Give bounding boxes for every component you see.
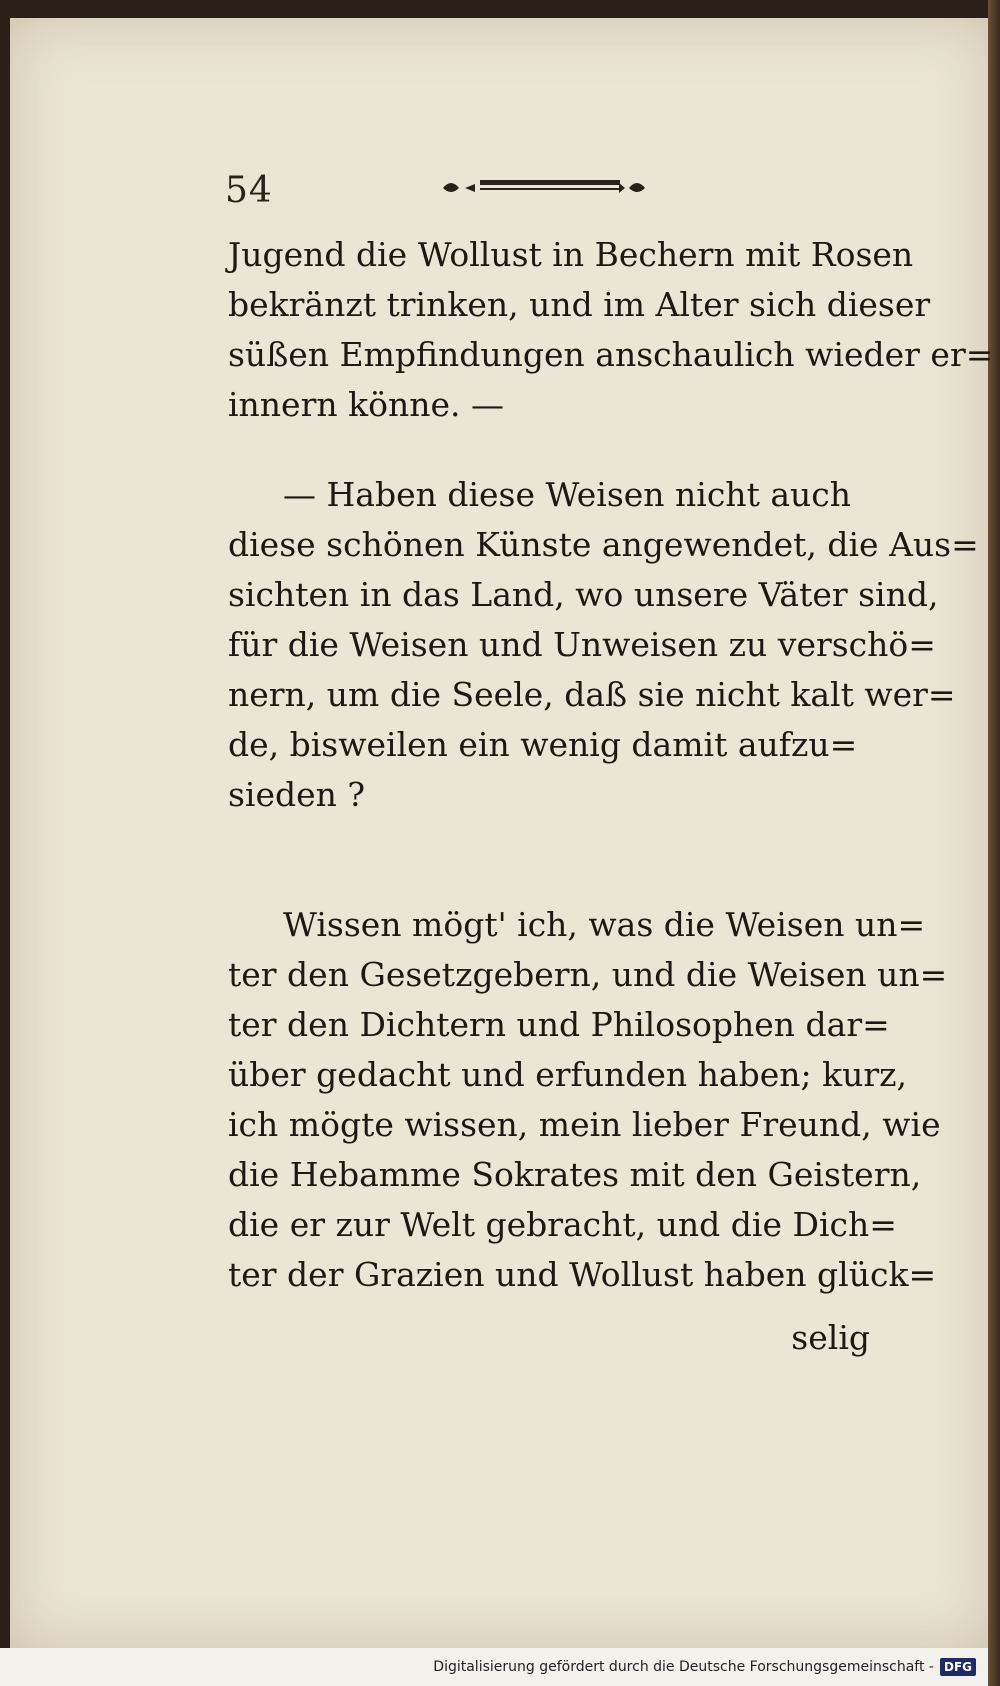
- text-line: ter den Dichtern und Philosophen dar=: [228, 1005, 890, 1044]
- page-number: 54: [225, 170, 273, 211]
- paragraph-2: [228, 470, 979, 820]
- text-line: nern, um die Seele, daß sie nicht kalt wer=: [228, 675, 956, 714]
- text-line: ter den Gesetzgebern, und die Weisen un=: [228, 955, 948, 994]
- paragraph-3: [228, 900, 948, 1300]
- text-line: für die Weisen und Unweisen zu verschö=: [228, 625, 936, 664]
- text-line: die Hebamme Sokrates mit den Geistern,: [228, 1155, 922, 1194]
- text-line: die er zur Welt gebracht, und die Dich=: [228, 1205, 897, 1244]
- page-header: [225, 170, 885, 220]
- text-line: diese schönen Künste angewendet, die Aus=: [228, 525, 979, 564]
- catchword: selig: [791, 1318, 870, 1357]
- credit-text: Digitalisierung gefördert durch die Deutsche Forschungsgemeinschaft -: [433, 1659, 934, 1675]
- text-line: über gedacht und erfunden haben; kurz,: [228, 1055, 907, 1094]
- paragraph-1: [228, 230, 994, 430]
- text-line: ich mögte wissen, mein lieber Freund, wie: [228, 1105, 941, 1144]
- book-spine-edge: [988, 0, 1000, 1686]
- dfg-logo: DFG: [940, 1658, 976, 1676]
- text-line: ter der Grazien und Wollust haben glück=: [228, 1255, 937, 1294]
- digitization-credit-bar: [0, 1648, 988, 1686]
- text-line: sichten in das Land, wo unsere Väter sind,: [228, 575, 939, 614]
- header-ornament: [425, 172, 885, 202]
- text-line: Wissen mögt' ich, was die Weisen un=: [283, 905, 926, 944]
- text-line: sieden ?: [228, 775, 366, 814]
- text-line: de, bisweilen ein wenig damit aufzu=: [228, 725, 858, 764]
- text-line: innern könne. —: [228, 385, 504, 424]
- text-line: süßen Empfindungen anschaulich wieder er=: [228, 335, 994, 374]
- text-line: bekränzt trinken, und im Alter sich dieser: [228, 285, 931, 324]
- text-line: Jugend die Wollust in Bechern mit Rosen: [228, 235, 914, 274]
- text-line: — Haben diese Weisen nicht auch: [283, 475, 851, 514]
